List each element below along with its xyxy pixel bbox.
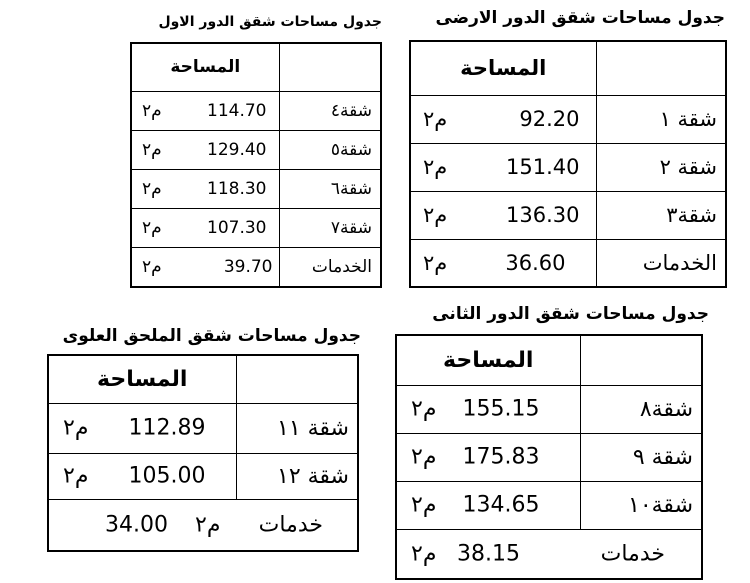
area-unit: م٢	[142, 217, 162, 238]
table-header-row	[48, 355, 358, 403]
apartment-name: شقة٨	[580, 385, 702, 433]
table-header-row	[131, 43, 381, 91]
area-value-cell	[410, 191, 596, 239]
area-value: 112.89	[128, 415, 206, 441]
area-value: 92.20	[519, 107, 580, 131]
empty-header-cell	[580, 335, 702, 385]
area-table	[47, 354, 359, 552]
services-row	[48, 499, 358, 551]
area-unit: م٢	[142, 139, 162, 160]
apartment-name: شقة٧	[279, 208, 381, 247]
empty-header-cell	[236, 355, 358, 403]
area-unit: م٢	[423, 107, 448, 131]
table-row	[410, 95, 726, 143]
area-unit: م٢	[411, 444, 437, 470]
area-unit: م٢	[411, 492, 437, 518]
area-table	[130, 42, 382, 288]
area-unit: م٢	[423, 203, 448, 227]
area-value-cell	[410, 239, 596, 287]
annex-floor-area-table-block	[47, 326, 363, 552]
area-value-cell	[131, 169, 279, 208]
area-value: 155.15	[462, 396, 540, 422]
area-value: 105.00	[128, 463, 206, 489]
area-value: 134.65	[462, 492, 540, 518]
table-row	[48, 403, 358, 453]
apartment-name: شقة٦	[279, 169, 381, 208]
apartment-name: شقة ١٢	[236, 453, 358, 499]
area-unit: م٢	[142, 100, 162, 121]
table-header-row	[410, 41, 726, 95]
area-table	[395, 334, 703, 580]
apartment-name: شقة ١١	[236, 403, 358, 453]
empty-header-cell	[279, 43, 381, 91]
second-floor-area-table-block	[395, 304, 709, 580]
services-row	[131, 247, 381, 287]
area-unit: م٢	[63, 463, 89, 489]
area-value: 129.40	[207, 139, 267, 160]
area-value: 118.30	[207, 178, 267, 199]
area-value-cell	[396, 481, 580, 529]
table-title: جدول مساحات شقق الدور الارضى	[435, 8, 725, 28]
table-row	[48, 453, 358, 499]
ground-floor-area-table-block	[409, 8, 729, 286]
area-table	[409, 40, 727, 288]
area-value-cell	[410, 143, 596, 191]
services-label: خدمات	[600, 541, 665, 567]
services-row	[396, 529, 702, 579]
table-row	[396, 433, 702, 481]
table-row	[131, 208, 381, 247]
apartment-name: شقة ٢	[596, 143, 726, 191]
services-row	[410, 239, 726, 287]
area-value: 136.30	[506, 203, 580, 227]
table-header-row	[396, 335, 702, 385]
table-row	[131, 169, 381, 208]
area-unit: م٢	[142, 178, 162, 199]
area-value: 151.40	[506, 155, 580, 179]
area-value-cell	[396, 385, 580, 433]
area-unit: م٢	[411, 396, 437, 422]
apartment-name: شقة ٩	[580, 433, 702, 481]
area-unit: م٢	[411, 541, 437, 567]
area-value: 107.30	[207, 217, 267, 238]
table-row	[396, 385, 702, 433]
area-column-header: المساحة	[48, 355, 236, 403]
area-column-header: المساحة	[396, 335, 580, 385]
table-title: جدول مساحات شقق الدور الاول	[158, 14, 382, 30]
apartment-name: شقة٤	[279, 91, 381, 130]
apartment-name: شقة ١	[596, 95, 726, 143]
services-label: الخدمات	[279, 247, 381, 287]
area-value: 38.15	[457, 541, 520, 567]
area-value-cell	[131, 247, 279, 287]
table-row	[410, 191, 726, 239]
apartment-name: شقة١٠	[580, 481, 702, 529]
area-value: 34.00	[105, 512, 168, 538]
services-label: خدمات	[258, 512, 323, 538]
area-value: 36.60	[505, 250, 566, 275]
table-row	[396, 481, 702, 529]
area-unit: م٢	[63, 415, 89, 441]
area-column-header: المساحة	[410, 41, 596, 95]
services-cell	[48, 499, 358, 551]
area-unit: م٢	[195, 512, 221, 538]
services-cell	[396, 529, 702, 579]
area-value-cell	[48, 453, 236, 499]
area-value: 39.70	[223, 256, 273, 277]
area-value-cell	[131, 91, 279, 130]
area-value-cell	[48, 403, 236, 453]
area-value-cell	[131, 208, 279, 247]
area-value-cell	[131, 130, 279, 169]
services-label: الخدمات	[596, 239, 726, 287]
table-row	[131, 130, 381, 169]
table-row	[131, 91, 381, 130]
apartment-name: شقة٥	[279, 130, 381, 169]
table-title: جدول مساحات شقق الملحق العلوى	[62, 326, 361, 346]
area-unit: م٢	[423, 155, 448, 179]
area-unit: م٢	[142, 256, 162, 277]
apartment-name: شقة٣	[596, 191, 726, 239]
area-value: 114.70	[207, 100, 267, 121]
empty-header-cell	[596, 41, 726, 95]
area-value: 175.83	[462, 444, 540, 470]
area-value-cell	[410, 95, 596, 143]
first-floor-area-table-block	[130, 14, 382, 286]
area-unit: م٢	[423, 250, 448, 275]
area-column-header: المساحة	[131, 43, 279, 91]
table-row	[410, 143, 726, 191]
table-title: جدول مساحات شقق الدور الثانى	[432, 304, 709, 324]
area-value-cell	[396, 433, 580, 481]
